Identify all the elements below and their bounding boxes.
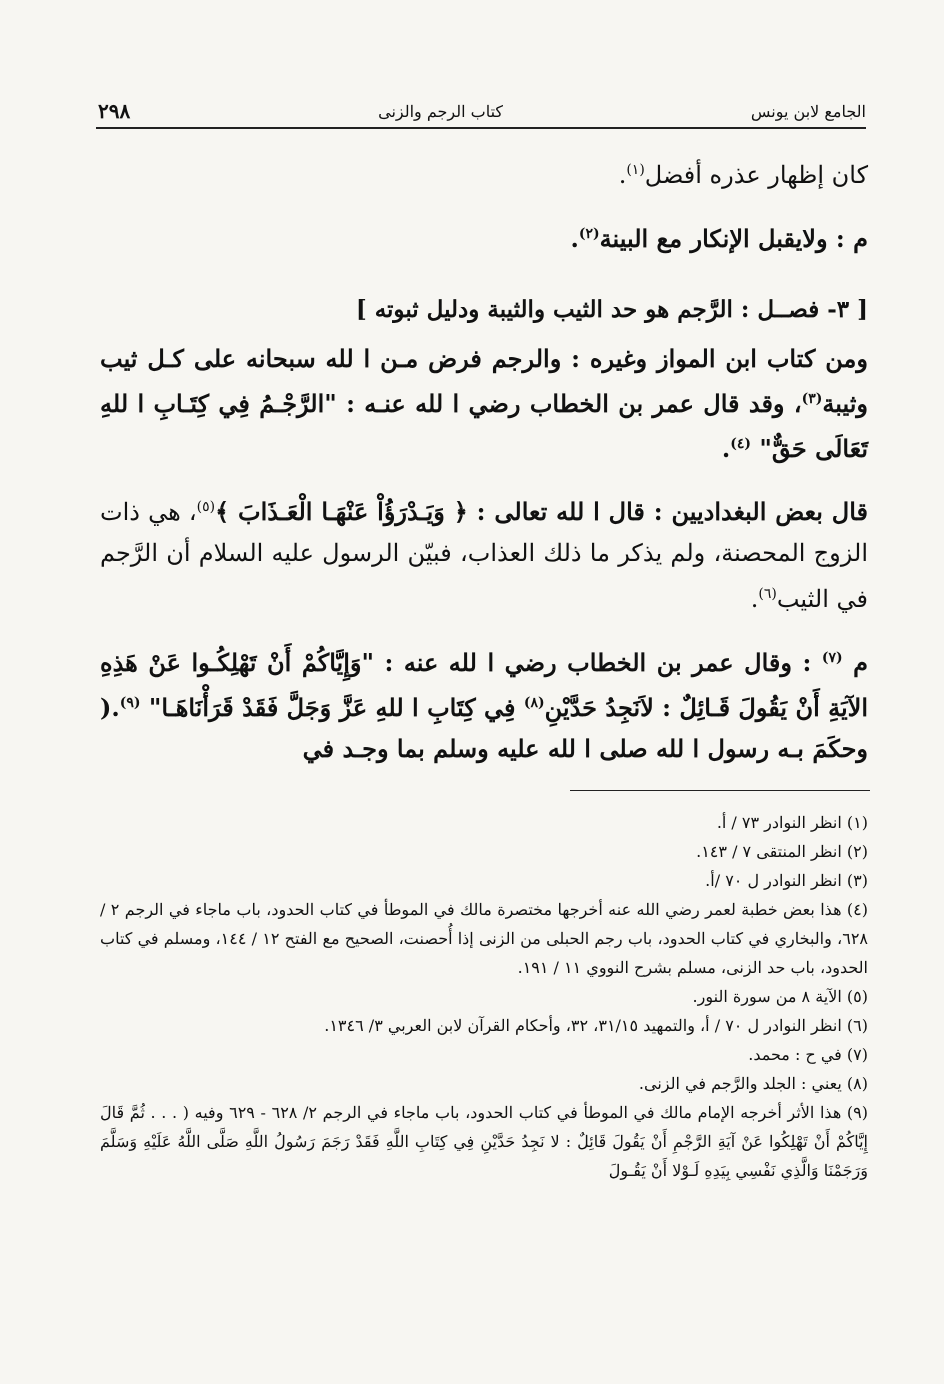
footnote-ref-2: (٢) xyxy=(578,226,600,242)
footnote-ref-3: (٣) xyxy=(801,391,823,407)
footnote-ref-4: (٤) xyxy=(730,436,752,452)
footnote-9: (٩) هذا الأثر أخرجه الإمام مالك في الموطأ في كتاب الحدود، باب ماجاء في الرجم ٢/ ٦٢٨ - ٦٢٩ وفيه ( . . . ثُمَّ قَالَ إِيَّاكُمْ أَنْ تَهْلِكُوا عَنْ آيَةِ الرَّجْمِ أَنْ يَقُولَ قَائِلٌ : لا نَجِدُ حَدَّيْنِ فِي كِتَابِ اللَّهِ فَقَدْ رَجَمَ رَسُولُ اللَّهِ صَلَّى اللَّهُ عَلَيْهِ وَسَلَّمَ وَرَجَمْنَا وَالَّذِي نَفْسِي بِيَدِهِ لَـوْلا أَنْ يَقُـولَ xyxy=(100,1103,869,1180)
page-header xyxy=(98,96,866,126)
footnote-ref-5: (٥) xyxy=(196,499,216,515)
footnote-3: (٣) انظر النوادر ل ٧٠ /أ. xyxy=(705,871,868,890)
header-divider xyxy=(96,127,866,129)
section-heading: [ ٣- فصــل : الرَّجم هو حد الثيب والثيبة ودليل ثبوته ] xyxy=(355,296,868,323)
footnote-1: (١) انظر النوادر ٧٣ / أ. xyxy=(716,813,868,832)
page-number: ٢٩٨ xyxy=(98,99,131,123)
paragraph-3: م $^{(٧)}$ : وقال عمر بن الخطاب رضي ا لله عنه : "وَإِيَّاكُمْ أَنْ تَهْلِكُـوا عَنْ هَذِهِ الآيَةِ أَنْ يَقُولَ قَـائِلٌ : لاَنَجِدُ حَدَّيْنِ$^{(٨)}$ فِي كِتَابِ ا للهِ عَزَّ وَجَلَّ فَقَدْ قَرَأْنَاهَـا" $^{(٩)}$.( وحكَمَ بـه رسول ا لله صلى ا لله عليه وسلم بما وجـد في xyxy=(100,648,869,763)
footnote-8: (٨) يعني : الجلد والرَّجم في الزنى. xyxy=(638,1074,868,1093)
body-line-2: م : ولايقبل الإنكار مع البينة$^{(٢)}$. xyxy=(570,224,868,253)
footnote-divider xyxy=(570,790,870,791)
footnote-5: (٥) الآية ٨ من سورة النور. xyxy=(692,987,868,1006)
footnote-ref-9: (٩) xyxy=(119,695,141,711)
footnote-ref-8: (٨) xyxy=(523,695,545,711)
footnote-6: (٦) انظر النوادر ل ٧٠ / أ، والتمهيد ٣١/١٥، ٣٢، وأحكام القرآن لابن العربي ٣/ ١٣٤٦. xyxy=(324,1016,868,1035)
paragraph-2: قال بعض البغداديين : قال ا لله تعالى : ﴿ وَيَـدْرَؤُاْ عَنْهَـا الْعَـذَابَ ﴾$^{(٥)}$، هي ذات الزوج المحصنة، ولم يذكر ما ذلك العذاب، فبيّن الرسول عليه السلام أن الرَّجم في الثيب$^{(٦)}$. xyxy=(100,497,868,613)
body-line-1: كان إظهار عذره أفضل$^{(١)}$. xyxy=(618,161,868,189)
main-text xyxy=(100,150,868,769)
header-chapter-title: كتاب الرجم والزنى xyxy=(378,101,504,121)
footnote-ref-1: (١) xyxy=(626,162,645,178)
footnote-2: (٢) انظر المنتقى ٧ / ١٤٣. xyxy=(696,842,868,861)
footnote-ref-6: (٦) xyxy=(758,586,777,602)
paragraph-1: ومن كتاب ابن المواز وغيره : والرجم فرض مـن ا لله سبحانه على كـل ثيب وثيبة$^{(٣)}$، وقد قال عمر بن الخطاب رضي ا لله عنـه : "الرَّجْـمُ فِي كِتَـابِ ا للهِ تَعَالَى حَقٌّ" $^{(٤)}$. xyxy=(100,344,868,463)
footnote-ref-7: (٧) xyxy=(821,650,843,666)
footnotes xyxy=(100,808,868,1185)
footnote-4: (٤) هذا بعض خطبة لعمر رضي الله عنه أخرجها مختصرة مالك في الموطأ في كتاب الحدود، باب ماجاء في الرجم ٢ / ٦٢٨، والبخاري في كتاب الحدود، باب رجم الحبلى من الزنى إذا أُحصنت، الصحيح مع الفتح ١٢ / ١٤٤، ومسلم في كتاب الحدود، باب حد الزنى، مسلم بشرح النووي ١١ / ١٩١. xyxy=(100,900,868,977)
footnote-7: (٧) في ح : محمد. xyxy=(748,1045,868,1064)
header-book-title: الجامع لابن يونس xyxy=(750,101,866,121)
